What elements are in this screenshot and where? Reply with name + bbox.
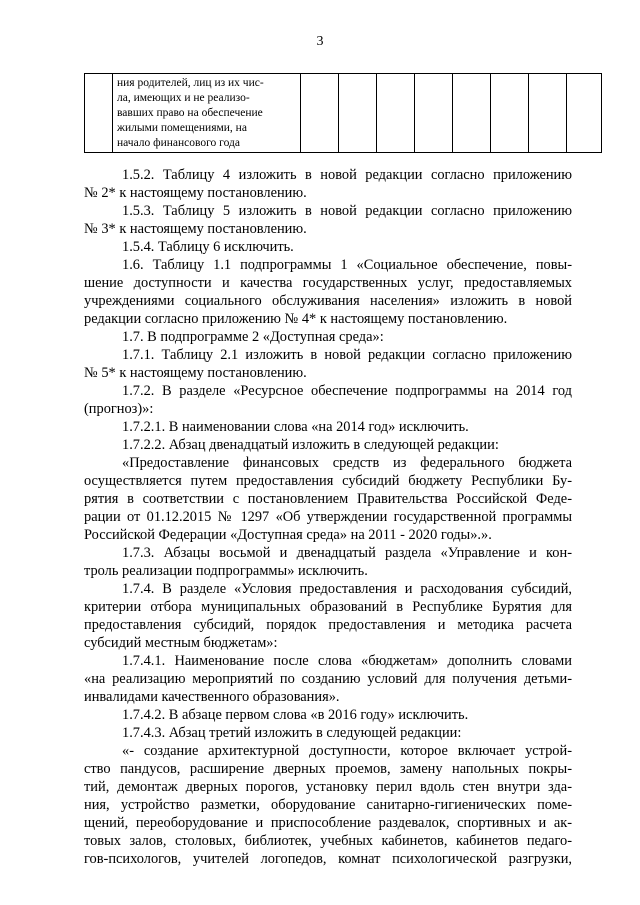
- paragraph: [84, 544, 572, 580]
- table-cell-value: [453, 74, 491, 153]
- paragraph-line: 1.7.2.2. Абзац двенадцатый изложить в следующей редакции:: [122, 437, 499, 453]
- paragraph-line: 1.7.3. Абзацы восьмой и двенадцатый раздела «Управление и кон-: [122, 545, 572, 561]
- table-cell-number: [85, 74, 113, 153]
- paragraph-line: троль реализации подпрограммы» исключить.: [84, 563, 368, 579]
- paragraph-line: 1.7.1. Таблицу 2.1 изложить в новой редакции согласно приложению: [122, 347, 572, 363]
- paragraph: [84, 742, 572, 868]
- paragraph-line: щений, переоборудование и приспособление раздевалок, спортивных и ак-: [84, 815, 572, 831]
- paragraph-line: шение доступности и качества государственных услуг, предоставляемых: [84, 275, 572, 291]
- page-number: 3: [316, 34, 324, 49]
- table-cell-value: [529, 74, 567, 153]
- paragraph-line: ния, устройство разметки, оборудование санитарно-гигиенических поме-: [84, 797, 572, 813]
- table-cell-indicator: [113, 74, 301, 153]
- paragraph: [84, 706, 572, 724]
- table-cell-line: начало финансового года: [117, 137, 240, 149]
- table-cell-value: [567, 74, 602, 153]
- table-cell-line: вавших право на обеспечение: [117, 107, 263, 119]
- paragraph-line: 1.7.2.1. В наименовании слова «на 2014 год» исключить.: [122, 419, 469, 435]
- paragraph-line: 1.7.4.1. Наименование после слова «бюджетам» дополнить словами: [122, 653, 572, 669]
- table-fragment: [84, 73, 602, 153]
- paragraph: [84, 166, 572, 202]
- paragraph-line: № 5* к настоящему постановлению.: [84, 365, 307, 381]
- paragraph: [84, 256, 572, 328]
- paragraph-line: предоставления субсидий, порядок предоставления и методика расчета: [84, 617, 572, 633]
- paragraph-line: 1.5.4. Таблицу 6 исключить.: [122, 239, 294, 255]
- paragraph: [84, 580, 572, 652]
- paragraph-line: осуществляется путем предоставления субсидий бюджету Республики Бу-: [84, 473, 572, 489]
- table-row: [85, 74, 602, 153]
- table-cell-line: ния родителей, лиц из их чис-: [117, 77, 264, 89]
- paragraph-line: (прогноз)»:: [84, 401, 154, 417]
- paragraph-line: товых залов, столовых, библиотек, учебных кабинетов, кабинетов педаго-: [84, 833, 572, 849]
- paragraph-line: рятия в соответствии с постановлением Правительства Российской Феде-: [84, 491, 572, 507]
- paragraph-line: 1.6. Таблицу 1.1 подпрограммы 1 «Социальное обеспечение, повы-: [122, 257, 572, 273]
- paragraph-line: критерии отбора муниципальных образований в Республике Бурятия для: [84, 599, 572, 615]
- paragraph-line: инвалидами качественного образования».: [84, 689, 340, 705]
- paragraph: [84, 328, 572, 346]
- paragraph-line: субсидий местным бюджетам»:: [84, 635, 278, 651]
- table-cell-line: ла, имеющих и не реализо-: [117, 92, 250, 104]
- paragraph-line: 1.7. В подпрограмме 2 «Доступная среда»:: [122, 329, 384, 345]
- paragraph-line: 1.5.2. Таблицу 4 изложить в новой редакции согласно приложению: [122, 167, 572, 183]
- paragraph: [84, 202, 572, 238]
- paragraph: [84, 724, 572, 742]
- paragraph-line: гов-психологов, учителей логопедов, комнат психологической разгрузки,: [84, 851, 572, 867]
- paragraph: [84, 652, 572, 706]
- paragraph-line: ство пандусов, расширение дверных проемов, замену напольных покры-: [84, 761, 572, 777]
- paragraph: [84, 454, 572, 544]
- paragraph: [84, 238, 572, 256]
- paragraph-line: «- создание архитектурной доступности, которое включает устрой-: [122, 743, 572, 759]
- paragraph: [84, 346, 572, 382]
- paragraph: [84, 382, 572, 418]
- table-cell-value: [491, 74, 529, 153]
- table-cell-line: жилыми помещениями, на: [117, 122, 247, 134]
- paragraph-line: учреждениями социального обслуживания населения» изложить в новой: [84, 293, 572, 309]
- paragraph-line: 1.5.3. Таблицу 5 изложить в новой редакции согласно приложению: [122, 203, 572, 219]
- paragraph-line: 1.7.4. В разделе «Условия предоставления и расходования субсидий,: [122, 581, 572, 597]
- paragraph: [84, 418, 572, 436]
- paragraph-line: 1.7.4.2. В абзаце первом слова «в 2016 году» исключить.: [122, 707, 469, 723]
- paragraph-line: рации от 01.12.2015 № 1297 «Об утверждении государственной программы: [84, 509, 572, 525]
- paragraph-line: 1.7.2. В разделе «Ресурсное обеспечение подпрограммы на 2014 год: [122, 383, 572, 399]
- paragraph-line: 1.7.4.3. Абзац третий изложить в следующей редакции:: [122, 725, 462, 741]
- table-cell-value: [301, 74, 339, 153]
- paragraph-line: «на реализацию мероприятий по созданию условий для получения детьми-: [84, 671, 572, 687]
- paragraph-line: № 3* к настоящему постановлению.: [84, 221, 307, 237]
- paragraph-line: тий, демонтаж дверных порогов, установку перил вдоль стен внутри зда-: [84, 779, 572, 795]
- paragraph-line: «Предоставление финансовых средств из федерального бюджета: [122, 455, 572, 471]
- table-cell-value: [377, 74, 415, 153]
- paragraph-line: № 2* к настоящему постановлению.: [84, 185, 307, 201]
- table-cell-value: [415, 74, 453, 153]
- document-body: [84, 166, 572, 868]
- paragraph: [84, 436, 572, 454]
- paragraph-line: редакции согласно приложению № 4* к настоящему постановлению.: [84, 311, 508, 327]
- paragraph-line: Российской Федерации «Доступная среда» на 2011 - 2020 годы».».: [84, 527, 492, 543]
- table-cell-value: [339, 74, 377, 153]
